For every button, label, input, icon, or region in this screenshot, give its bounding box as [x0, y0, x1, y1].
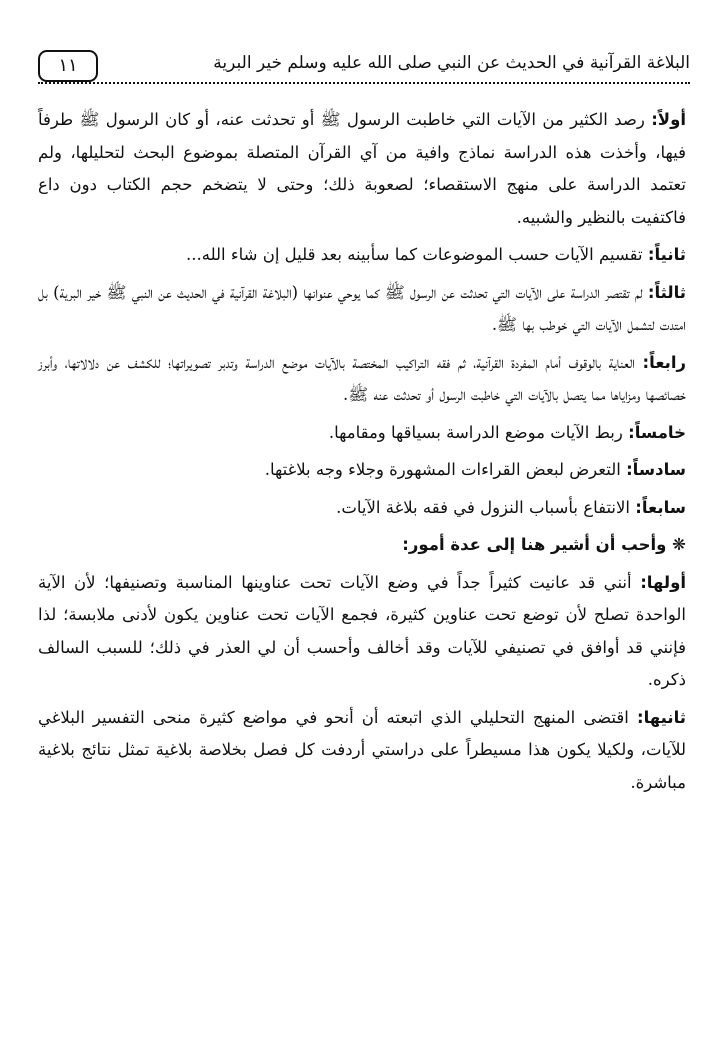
paragraph-label: سابعاً: — [635, 497, 686, 517]
point-text: أنني قد عانيت كثيراً جداً في وضع الآيات تحت عناوينها المناسبة وتصنيفها؛ لأن الآية الواحدة تصلح لأن توضع تحت عناوين كثيرة، فجمع الآيات تحت عناوين يكون لأدنى ملابسة؛ لذا فإنني قد أوافق في تصنيفي للآيات وقد أخالف وأحسب أن لي العذر في ذلك؛ للسبب السالف ذكره. — [38, 572, 686, 689]
paragraph-text: التعرض لبعض القراءات المشهورة وجلاء وجه بلاغتها. — [264, 460, 621, 479]
point-second — [38, 702, 686, 800]
section-subheading: ❋ وأحب أن أشير هنا إلى عدة أمور: — [402, 535, 686, 554]
paragraph-label: ثانياً: — [647, 245, 686, 264]
paragraph-text: ربط الآيات موضع الدراسة بسياقها ومقامها. — [328, 422, 623, 442]
paragraph-text: الانتفاع بأسباب النزول في فقه بلاغة الآيات. — [336, 497, 631, 517]
paragraph-sixth — [38, 454, 686, 487]
paragraph-first — [38, 104, 686, 234]
paragraph-text: العناية بالوقوف أمام المفردة القرآنية، ثم فقه التراكيب المختصة بالآيات موضع الدراسة وتدبر تصويراتها؛ للكشف عن دلالاتها، وأبرز خصائصها ومزاياها مما يتصل بالآيات التي خاطبت الرسول أو تحدثت عنه ﷺ. — [38, 352, 686, 404]
header-divider — [38, 82, 690, 84]
paragraph-second — [38, 239, 686, 272]
paragraph-seventh — [38, 492, 686, 525]
paragraph-third — [38, 277, 686, 342]
paragraph-text: تقسيم الآيات حسب الموضوعات كما سأبينه بعد قليل إن شاء الله... — [185, 245, 643, 264]
paragraph-label: ثالثاً: — [647, 282, 686, 302]
point-label: أولها: — [640, 572, 686, 592]
paragraph-fourth — [38, 347, 686, 412]
header-title: البلاغة القرآنية في الحديث عن النبي صلى الله عليه وسلم خير البرية — [213, 53, 690, 73]
paragraph-text: رصد الكثير من الآيات التي خاطبت الرسول ﷺ أو تحدثت عنه، أو كان الرسول ﷺ طرفاً فيها، وأخذت هذه الدراسة نماذج وافية من آي القرآن المتصلة بموضوع البحث لتحليلها، ولم تعتمد الدراسة على منهج الاستقصاء؛ لصعوبة ذلك؛ وحتى لا يتضخم حجم الكتاب دون داع فاكتفيت بالنظير والشبيه. — [38, 110, 686, 227]
paragraph-label: رابعاً: — [642, 352, 686, 372]
paragraph-label: سادساً: — [626, 460, 686, 479]
point-text: اقتضى المنهج التحليلي الذي اتبعته أن أنحو في مواضع كثيرة منحى التفسير البلاغي للآيات، ولكيلا يكون هذا مسيطراً على دراستي أردفت كل فصل بخلاصة بلاغية تمثل نتائج بلاغية مباشرة. — [38, 707, 686, 792]
point-label: ثانيها: — [636, 707, 686, 727]
paragraph-label: خامساً: — [628, 422, 686, 442]
paragraph-label: أولاً: — [651, 110, 686, 129]
running-header — [38, 44, 690, 90]
point-first — [38, 567, 686, 697]
paragraph-text: لم تقتصر الدراسة على الآيات التي تحدثت عن الرسول ﷺ كما يوحي عنوانها (البلاغة القرآنية في الحديث عن النبي ﷺ خير البرية) بل امتدت لتشمل الآيات التي خوطب بها ﷺ. — [38, 282, 686, 334]
page-body — [38, 104, 686, 804]
paragraph-fifth — [38, 417, 686, 450]
page-number: ١١ — [38, 50, 98, 82]
